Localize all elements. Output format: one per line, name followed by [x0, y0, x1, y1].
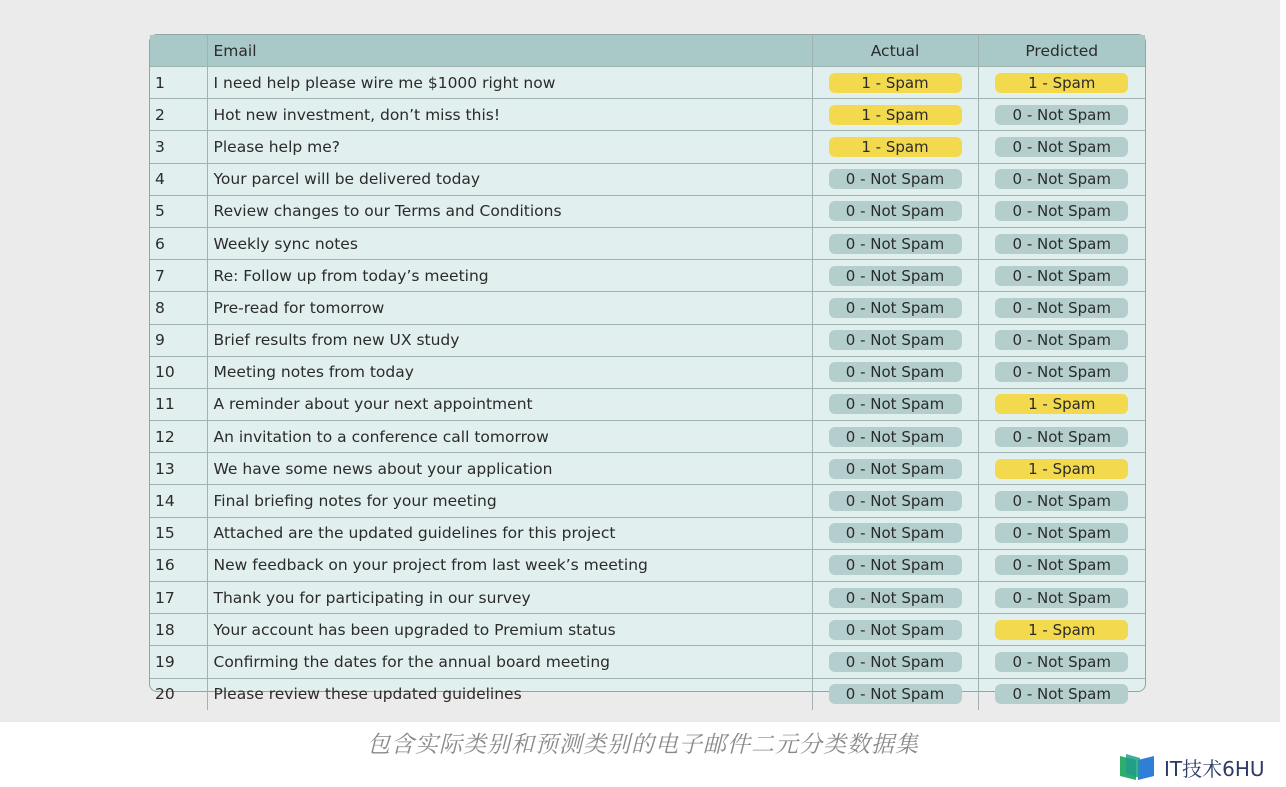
actual-cell	[812, 324, 978, 356]
email-subject: Please help me?	[207, 131, 812, 163]
table-row	[150, 260, 1145, 292]
table-header-row	[150, 35, 1145, 67]
predicted-cell	[978, 517, 1145, 549]
table-row	[150, 195, 1145, 227]
predicted-label-badge: 0 - Not Spam	[995, 169, 1128, 189]
figure-caption: 包含实际类别和预测类别的电子邮件二元分类数据集	[367, 732, 919, 758]
actual-label-badge: 0 - Not Spam	[829, 169, 962, 189]
actual-label-badge: 0 - Not Spam	[829, 330, 962, 350]
predicted-cell	[978, 163, 1145, 195]
actual-cell	[812, 678, 978, 710]
predicted-cell	[978, 67, 1145, 99]
actual-label-badge: 0 - Not Spam	[829, 266, 962, 286]
email-subject: Final briefing notes for your meeting	[207, 485, 812, 517]
table-row	[150, 131, 1145, 163]
actual-label-badge: 1 - Spam	[829, 137, 962, 157]
row-index: 17	[150, 582, 207, 614]
actual-label-badge: 1 - Spam	[829, 73, 962, 93]
predicted-label-badge: 0 - Not Spam	[995, 234, 1128, 254]
actual-cell	[812, 131, 978, 163]
actual-label-badge: 1 - Spam	[829, 105, 962, 125]
row-index: 18	[150, 614, 207, 646]
email-subject: Thank you for participating in our survey	[207, 582, 812, 614]
table-row	[150, 453, 1145, 485]
predicted-cell	[978, 453, 1145, 485]
row-index: 11	[150, 388, 207, 420]
table-row	[150, 582, 1145, 614]
table-row	[150, 292, 1145, 324]
row-index: 19	[150, 646, 207, 678]
actual-label-badge: 0 - Not Spam	[829, 459, 962, 479]
row-index: 7	[150, 260, 207, 292]
actual-cell	[812, 163, 978, 195]
actual-cell	[812, 549, 978, 581]
email-subject: We have some news about your application	[207, 453, 812, 485]
table-row	[150, 67, 1145, 99]
email-classification-table	[149, 34, 1146, 704]
table-row	[150, 614, 1145, 646]
predicted-label-badge: 0 - Not Spam	[995, 684, 1128, 704]
predicted-cell	[978, 292, 1145, 324]
actual-label-badge: 0 - Not Spam	[829, 684, 962, 704]
actual-cell	[812, 227, 978, 259]
table-row	[150, 324, 1145, 356]
predicted-cell	[978, 485, 1145, 517]
actual-label-badge: 0 - Not Spam	[829, 427, 962, 447]
predicted-label-badge: 1 - Spam	[995, 459, 1128, 479]
actual-cell	[812, 517, 978, 549]
row-index: 15	[150, 517, 207, 549]
actual-label-badge: 0 - Not Spam	[829, 491, 962, 511]
row-index: 9	[150, 324, 207, 356]
actual-label-badge: 0 - Not Spam	[829, 555, 962, 575]
predicted-cell	[978, 421, 1145, 453]
actual-label-badge: 0 - Not Spam	[829, 588, 962, 608]
actual-label-badge: 0 - Not Spam	[829, 394, 962, 414]
email-subject: A reminder about your next appointment	[207, 388, 812, 420]
predicted-cell	[978, 388, 1145, 420]
predicted-label-badge: 0 - Not Spam	[995, 105, 1128, 125]
table-row	[150, 356, 1145, 388]
predicted-cell	[978, 260, 1145, 292]
predicted-label-badge: 0 - Not Spam	[995, 362, 1128, 382]
row-index: 1	[150, 67, 207, 99]
actual-cell	[812, 453, 978, 485]
row-index: 10	[150, 356, 207, 388]
predicted-label-badge: 0 - Not Spam	[995, 427, 1128, 447]
table-row	[150, 485, 1145, 517]
email-subject: Hot new investment, don’t miss this!	[207, 99, 812, 131]
row-index: 14	[150, 485, 207, 517]
predicted-cell	[978, 131, 1145, 163]
row-index: 16	[150, 549, 207, 581]
row-index: 20	[150, 678, 207, 710]
table-row	[150, 646, 1145, 678]
table-row	[150, 163, 1145, 195]
actual-cell	[812, 582, 978, 614]
predicted-cell	[978, 99, 1145, 131]
table-row	[150, 227, 1145, 259]
actual-cell	[812, 356, 978, 388]
actual-cell	[812, 421, 978, 453]
email-subject: Review changes to our Terms and Conditions	[207, 195, 812, 227]
predicted-cell	[978, 678, 1145, 710]
header-predicted: Predicted	[978, 35, 1145, 67]
predicted-label-badge: 0 - Not Spam	[995, 137, 1128, 157]
predicted-label-badge: 0 - Not Spam	[995, 555, 1128, 575]
row-index: 5	[150, 195, 207, 227]
email-subject: Brief results from new UX study	[207, 324, 812, 356]
predicted-label-badge: 0 - Not Spam	[995, 298, 1128, 318]
row-index: 3	[150, 131, 207, 163]
row-index: 6	[150, 227, 207, 259]
book-logo-icon	[1118, 752, 1158, 782]
predicted-label-badge: 0 - Not Spam	[995, 266, 1128, 286]
row-index: 13	[150, 453, 207, 485]
actual-cell	[812, 292, 978, 324]
predicted-cell	[978, 324, 1145, 356]
predicted-cell	[978, 356, 1145, 388]
row-index: 4	[150, 163, 207, 195]
actual-label-badge: 0 - Not Spam	[829, 234, 962, 254]
predicted-cell	[978, 195, 1145, 227]
predicted-cell	[978, 646, 1145, 678]
email-subject: An invitation to a conference call tomorrow	[207, 421, 812, 453]
actual-label-badge: 0 - Not Spam	[829, 298, 962, 318]
predicted-label-badge: 1 - Spam	[995, 73, 1128, 93]
actual-cell	[812, 485, 978, 517]
table-row	[150, 549, 1145, 581]
predicted-cell	[978, 227, 1145, 259]
predicted-label-badge: 1 - Spam	[995, 620, 1128, 640]
predicted-cell	[978, 582, 1145, 614]
email-subject: Weekly sync notes	[207, 227, 812, 259]
email-subject: Re: Follow up from today’s meeting	[207, 260, 812, 292]
predicted-cell	[978, 549, 1145, 581]
predicted-label-badge: 1 - Spam	[995, 394, 1128, 414]
email-subject: Pre-read for tomorrow	[207, 292, 812, 324]
email-subject: New feedback on your project from last week’s meeting	[207, 549, 812, 581]
email-subject: Your parcel will be delivered today	[207, 163, 812, 195]
header-actual: Actual	[812, 35, 978, 67]
actual-label-badge: 0 - Not Spam	[829, 652, 962, 672]
actual-label-badge: 0 - Not Spam	[829, 620, 962, 640]
predicted-label-badge: 0 - Not Spam	[995, 523, 1128, 543]
watermark-text: IT技术6HU	[1164, 756, 1265, 781]
actual-cell	[812, 67, 978, 99]
header-index	[150, 35, 207, 67]
row-index: 12	[150, 421, 207, 453]
email-subject: Meeting notes from today	[207, 356, 812, 388]
actual-cell	[812, 99, 978, 131]
predicted-label-badge: 0 - Not Spam	[995, 201, 1128, 221]
actual-cell	[812, 260, 978, 292]
actual-label-badge: 0 - Not Spam	[829, 362, 962, 382]
email-subject: Your account has been upgraded to Premium status	[207, 614, 812, 646]
email-subject: Attached are the updated guidelines for this project	[207, 517, 812, 549]
header-email: Email	[207, 35, 812, 67]
table-row	[150, 388, 1145, 420]
watermark	[1118, 752, 1265, 782]
email-subject: Please review these updated guidelines	[207, 678, 812, 710]
email-subject: Confirming the dates for the annual board meeting	[207, 646, 812, 678]
actual-cell	[812, 388, 978, 420]
actual-label-badge: 0 - Not Spam	[829, 523, 962, 543]
actual-label-badge: 0 - Not Spam	[829, 201, 962, 221]
actual-cell	[812, 646, 978, 678]
email-subject: I need help please wire me $1000 right now	[207, 67, 812, 99]
table-row	[150, 678, 1145, 710]
predicted-label-badge: 0 - Not Spam	[995, 652, 1128, 672]
actual-cell	[812, 195, 978, 227]
predicted-cell	[978, 614, 1145, 646]
predicted-label-badge: 0 - Not Spam	[995, 588, 1128, 608]
actual-cell	[812, 614, 978, 646]
table-row	[150, 421, 1145, 453]
row-index: 8	[150, 292, 207, 324]
predicted-label-badge: 0 - Not Spam	[995, 330, 1128, 350]
predicted-label-badge: 0 - Not Spam	[995, 491, 1128, 511]
table-row	[150, 517, 1145, 549]
row-index: 2	[150, 99, 207, 131]
table-row	[150, 99, 1145, 131]
